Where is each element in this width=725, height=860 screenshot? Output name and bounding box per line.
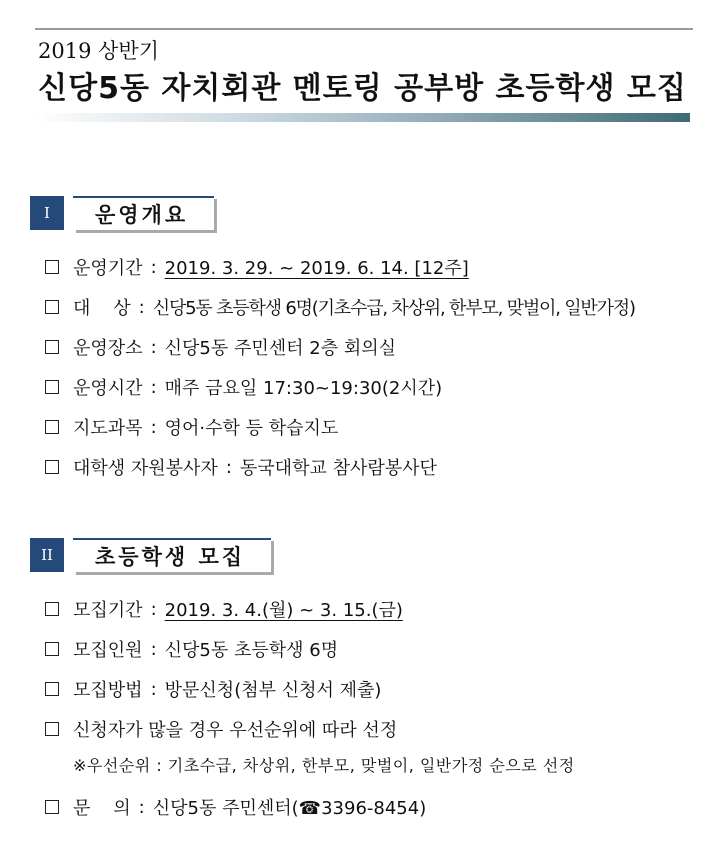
item-label: 운영장소 — [73, 338, 143, 359]
list-item — [45, 414, 338, 440]
item-value: 신당5동 초등학생 6명(기초수급, 차상위, 한부모, 맞벌이, 일반가정) — [152, 298, 635, 319]
list-item — [45, 254, 469, 280]
checkbox-icon — [45, 642, 59, 656]
item-label: 문 의 — [73, 798, 131, 819]
item-value: 신당5동 주민센터(☎3396-8454) — [152, 798, 427, 819]
checkbox-icon — [45, 420, 59, 434]
item-value: 매주 금요일 17:30~19:30(2시간) — [164, 378, 443, 399]
list-item — [45, 596, 403, 622]
item-value: 신당5동 초등학생 6명 — [164, 640, 339, 661]
checkbox-icon — [45, 380, 59, 394]
checkbox-icon — [45, 340, 59, 354]
item-text: 신청자가 많을 경우 우선순위에 따라 선정 — [73, 720, 398, 741]
item-label: 운영시간 — [73, 378, 143, 399]
separator: : — [150, 256, 157, 278]
item-label: 모집기간 — [73, 600, 143, 621]
list-item — [45, 374, 442, 400]
item-value: 신당5동 주민센터 2층 회의실 — [164, 338, 396, 359]
separator: : — [150, 376, 157, 398]
separator: : — [150, 678, 157, 700]
separator: : — [225, 456, 232, 478]
item-value: 동국대학교 참사람봉사단 — [239, 458, 437, 479]
checkbox-icon — [45, 722, 59, 736]
checkbox-icon — [45, 602, 59, 616]
item-value: 영어·수학 등 학습지도 — [164, 418, 339, 439]
section-1-header — [30, 196, 214, 230]
section-1-title: 운영개요 — [73, 196, 214, 230]
separator: : — [150, 416, 157, 438]
item-value: 2019. 3. 29. ~ 2019. 6. 14. [12주] — [164, 258, 469, 279]
list-item — [45, 294, 635, 320]
list-item — [45, 716, 397, 742]
checkbox-icon — [45, 460, 59, 474]
list-item — [45, 454, 437, 480]
title-gradient-bar — [35, 113, 690, 122]
section-2-header — [30, 538, 271, 572]
top-rule — [35, 28, 693, 30]
separator: : — [150, 598, 157, 620]
separator: : — [138, 296, 145, 318]
separator: : — [150, 638, 157, 660]
separator: : — [138, 796, 145, 818]
priority-note: ※우선순위 : 기초수급, 차상위, 한부모, 맞벌이, 일반가정 순으로 선정 — [73, 756, 575, 775]
checkbox-icon — [45, 260, 59, 274]
item-label: 운영기간 — [73, 258, 143, 279]
document-title: 신당5동 자치회관 멘토링 공부방 초등학생 모집 — [38, 71, 687, 106]
checkbox-icon — [45, 800, 59, 814]
separator: : — [150, 336, 157, 358]
list-item — [45, 794, 426, 820]
item-label: 모집방법 — [73, 680, 143, 701]
section-2-number: II — [30, 538, 64, 572]
section-1-number: I — [30, 196, 64, 230]
item-value: 2019. 3. 4.(월) ~ 3. 15.(금) — [164, 600, 403, 621]
list-item — [45, 676, 381, 702]
checkbox-icon — [45, 300, 59, 314]
item-value: 방문신청(첨부 신청서 제출) — [164, 680, 382, 701]
list-item — [45, 636, 338, 662]
item-label: 모집인원 — [73, 640, 143, 661]
item-label: 대 상 — [73, 298, 131, 319]
document-subtitle: 2019 상반기 — [38, 39, 159, 63]
list-item — [45, 334, 396, 360]
checkbox-icon — [45, 682, 59, 696]
section-2-title: 초등학생 모집 — [73, 538, 271, 572]
item-label: 대학생 자원봉사자 — [73, 458, 218, 479]
item-label: 지도과목 — [73, 418, 143, 439]
